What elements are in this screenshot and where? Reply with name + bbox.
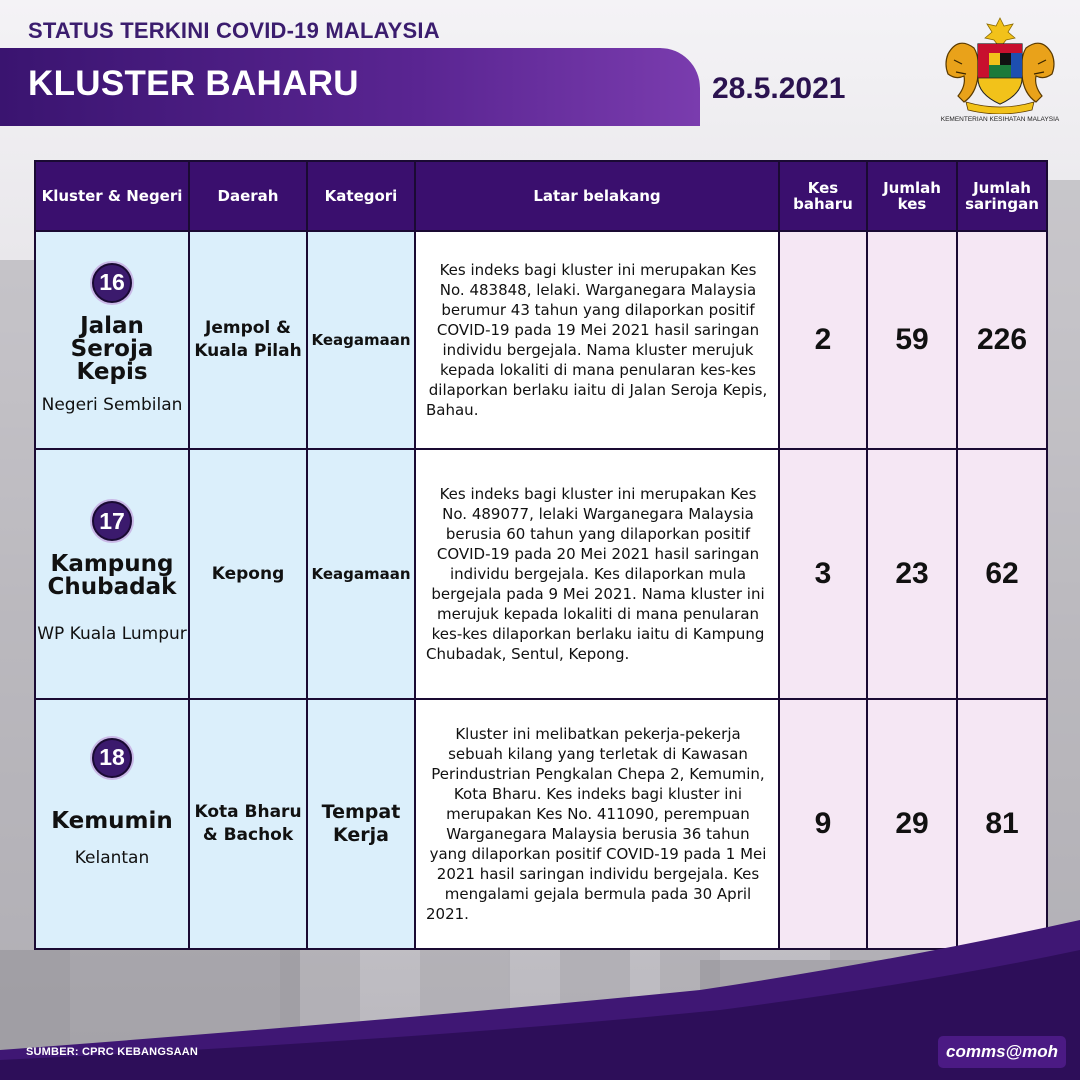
kategori-text: Tempat Kerja [321,801,401,846]
cluster-number-badge: 18 [92,738,132,778]
jumlah-kes-cell [867,231,957,449]
latar-belakang-text: Kluster ini melibatkan pekerja-pekerja sebuah kilang yang terletak di Kawasan Perindustrian Pengkalan Chepa 2, Kemumin, Kota Bharu. Kes indeks bagi kluster ini merupakan Kes No. 411090, perempuan Warganegara Malaysia berusia 36 tahun yang dilaporkan positif COVID-19 pada 1 Mei 2021 hasil saringan individu bergejala. Kes mengalami gejala bermula pada 30 April 2021. [415,699,779,949]
jumlah-saringan-value: 81 [985,807,1019,840]
table-row [35,231,1047,449]
cluster-state: Negeri Sembilan [41,394,183,415]
daerah-text: Kota Bharu & Bachok [194,802,302,845]
kes-baharu-cell [779,231,867,449]
header-daerah: Daerah [189,161,307,231]
daerah-cell [189,231,307,449]
cluster-number-badge: 17 [92,501,132,541]
header-kluster-negeri: Kluster & Negeri [35,161,189,231]
cluster-name: Kemumin [51,807,173,834]
ministry-label: KEMENTERIAN KESIHATAN MALAYSIA [940,116,1060,123]
cluster-state: Kelantan [74,847,150,868]
cluster-cell [35,231,189,449]
daerah-cell [189,449,307,699]
cluster-cell [35,449,189,699]
header-latar-belakang: Latar belakang [415,161,779,231]
cluster-table [34,160,1048,950]
kes-baharu-value: 2 [814,323,832,356]
cluster-name: Kampung Chubadak [47,551,177,600]
header-kes-baharu: Kes baharu [779,161,867,231]
kes-baharu-value: 3 [814,557,832,590]
page-title: KLUSTER BAHARU [28,64,359,103]
jumlah-saringan-cell [957,449,1047,699]
latar-belakang-text: Kes indeks bagi kluster ini merupakan Kes No. 489077, lelaki Warganegara Malaysia berusia 60 tahun yang dilaporkan positif COVID-19 pada 20 Mei 2021 hasil saringan individu bergejala. Kes dilaporkan mula bergejala pada 9 Mei 2021. Nama kluster ini merujuk kepada lokaliti di mana penularan kes-kes dilaporkan berlaku iaitu di Kampung Chubadak, Sentul, Kepong. [415,449,779,699]
malaysia-coat-of-arms-icon [940,14,1060,114]
header-jumlah-kes: Jumlah kes [867,161,957,231]
jumlah-kes-value: 23 [895,557,929,590]
jumlah-kes-value: 59 [895,323,929,356]
status-title: STATUS TERKINI COVID-19 MALAYSIA [28,18,440,43]
jumlah-saringan-value: 62 [985,557,1019,590]
jumlah-saringan-cell [957,231,1047,449]
cluster-number-badge: 16 [92,263,132,303]
source-credit: SUMBER: CPRC KEBANGSAAN [26,1046,199,1058]
table-row [35,449,1047,699]
daerah-text: Kepong [211,563,285,584]
kategori-cell [307,231,415,449]
kes-baharu-cell [779,449,867,699]
jumlah-saringan-value: 226 [976,323,1028,356]
latar-belakang-text: Kes indeks bagi kluster ini merupakan Kes No. 483848, lelaki. Warganegara Malaysia berumur 43 tahun yang dilaporkan positif COVID-19 pada 19 Mei 2021 hasil saringan individu bergejala. Nama kluster merujuk kepada lokaliti di mana penularan kes-kes dilaporkan berlaku iaitu di Jalan Seroja Kepis, Bahau. [415,231,779,449]
kes-baharu-value: 9 [814,807,832,840]
jumlah-kes-cell [867,449,957,699]
jumlah-kes-value: 29 [895,807,929,840]
header-kategori: Kategori [307,161,415,231]
header-jumlah-saringan: Jumlah saringan [957,161,1047,231]
table-header-row [35,161,1047,231]
kategori-text: Keagamaan [311,565,411,583]
kategori-text: Keagamaan [311,331,411,349]
daerah-text: Jempol & Kuala Pilah [194,318,302,361]
comms-moh-badge: comms@moh [938,1036,1066,1068]
report-date: 28.5.2021 [712,72,846,105]
cluster-name: Jalan Seroja Kepis [70,312,154,385]
cluster-state: WP Kuala Lumpur [37,624,187,644]
kategori-cell [307,449,415,699]
